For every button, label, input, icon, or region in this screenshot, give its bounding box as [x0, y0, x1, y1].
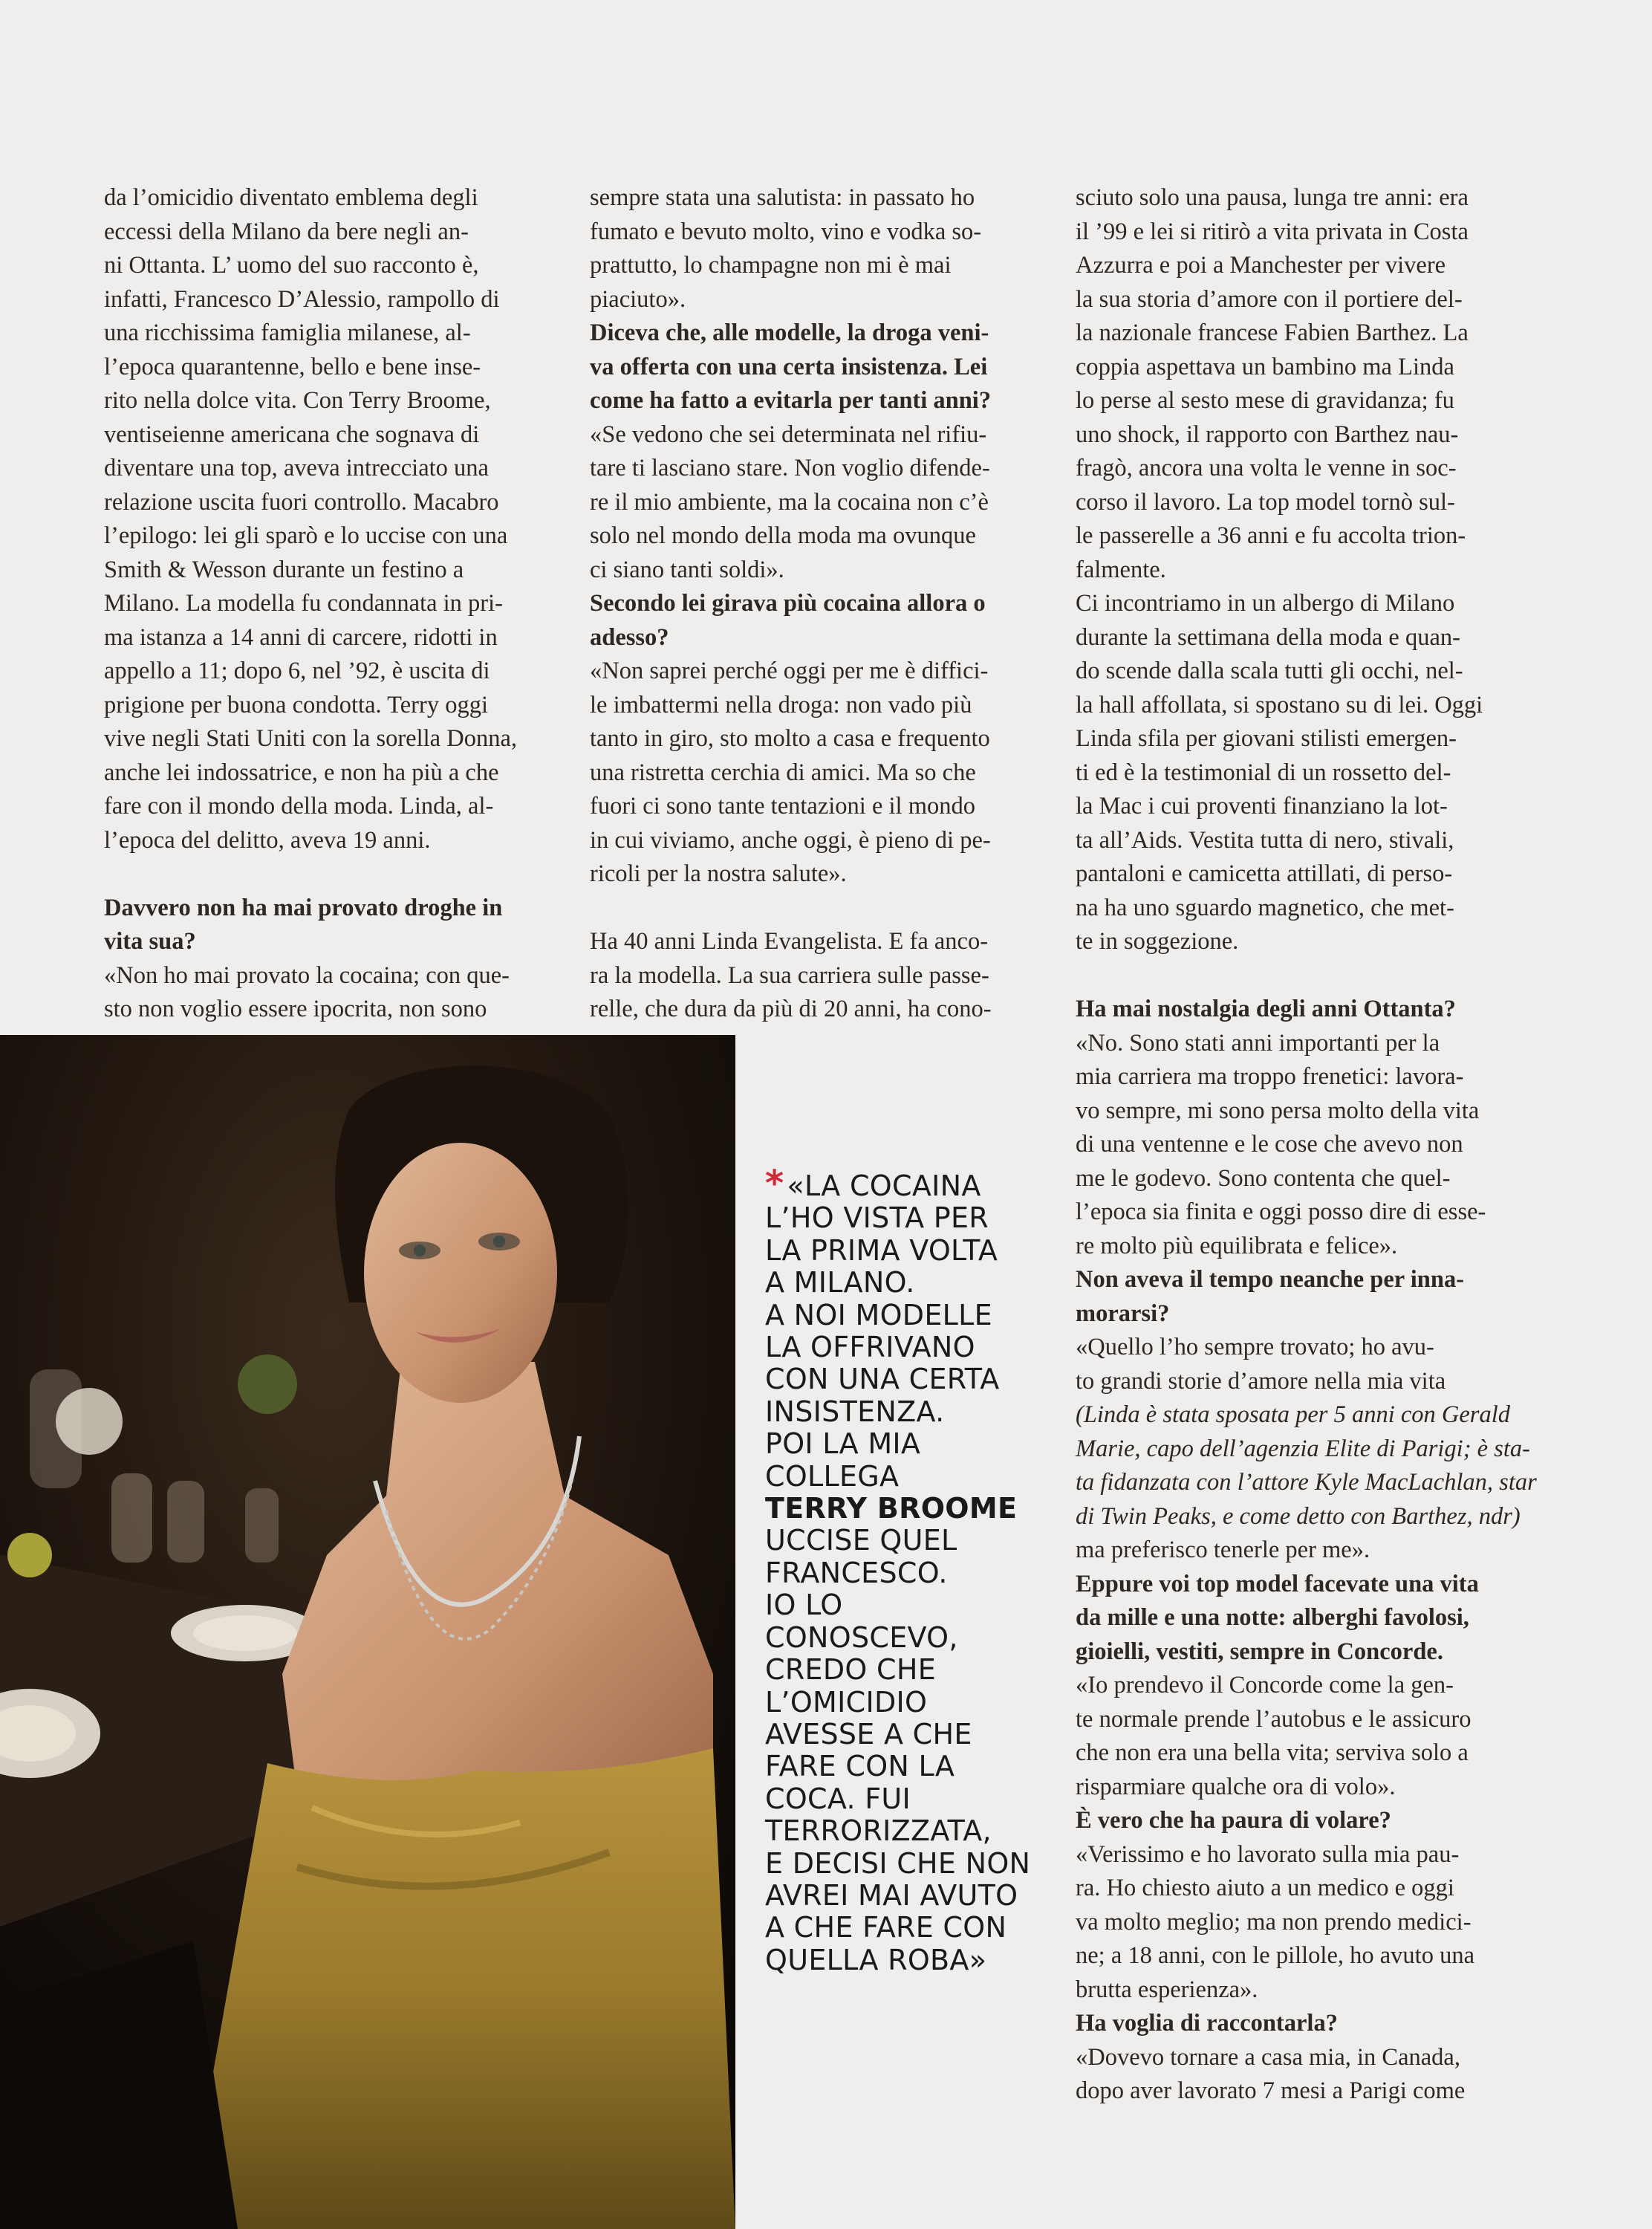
quote-line: E DECISI CHE NON	[765, 1846, 1031, 1880]
text-line: fare con il mondo della moda. Linda, al-	[104, 793, 494, 820]
quote-line: AVREI MAI AVUTO	[765, 1878, 1018, 1912]
text-line: tanto in giro, sto molto a casa e frequento	[590, 725, 990, 752]
text-line: solo nel mondo della moda ma ovunque	[590, 522, 976, 549]
text-line: corso il lavoro. La top model tornò sul-	[1076, 488, 1455, 516]
text-line: infatti, Francesco D’Alessio, rampollo di	[104, 285, 500, 313]
text-line: te in soggezione.	[1076, 928, 1239, 955]
quote-line: CON UNA CERTA	[765, 1363, 1000, 1396]
question-line: come ha fatto a evitarla per tanti anni?	[590, 387, 992, 414]
text-line: prattutto, lo champagne non mi è mai	[590, 252, 952, 279]
article-column-1	[104, 181, 550, 1027]
text-line: ma istanza a 14 anni di carcere, ridotti in	[104, 623, 498, 651]
text-line: l’epilogo: lei gli sparò e lo uccise con una	[104, 522, 508, 549]
text-line: rito nella dolce vita. Con Terry Broome,	[104, 387, 491, 414]
text-line: uno shock, il rapporto con Barthez nau-	[1076, 421, 1459, 448]
text-line: il ’99 e lei si ritirò a vita privata in Costa	[1076, 218, 1469, 245]
text-line: eccessi della Milano da bere negli an-	[104, 218, 469, 245]
text-line: risparmiare qualche ora di volo».	[1076, 1773, 1396, 1800]
quote-line: LA PRIMA VOLTA	[765, 1233, 998, 1267]
question-line: vita sua?	[104, 928, 196, 955]
question-line: adesso?	[590, 623, 669, 651]
text-line: Ha 40 anni Linda Evangelista. E fa anco-	[590, 928, 989, 955]
quote-line: A MILANO.	[765, 1266, 915, 1300]
text-line: re il mio ambiente, ma la cocaina non c’è	[590, 488, 989, 516]
text-line: una ricchissima famiglia milanese, al-	[104, 319, 471, 346]
text-line: «Verissimo e ho lavorato sulla mia pau-	[1076, 1840, 1460, 1868]
quote-line: QUELLA ROBA»	[765, 1943, 987, 1976]
article-column-3	[1076, 181, 1537, 2109]
text-line: l’epoca quarantenne, bello e bene inse-	[104, 353, 481, 380]
text-line: «Dovevo tornare a casa mia, in Canada,	[1076, 2043, 1460, 2071]
question-line: morarsi?	[1076, 1300, 1170, 1327]
text-line: «Se vedono che sei determinata nel rifiu-	[590, 421, 987, 448]
text-line: do scende dalla scala tutti gli occhi, nel-	[1076, 658, 1463, 684]
text-line: va molto meglio; ma non prendo medici-	[1076, 1908, 1471, 1936]
text-line: le passerelle a 36 anni e fu accolta trion-	[1076, 522, 1466, 549]
text-line: tare ti lasciano stare. Non voglio difende-	[590, 455, 990, 481]
quote-line: TERRORIZZATA,	[765, 1814, 992, 1848]
text-line: piaciuto».	[590, 285, 686, 313]
text-line: la sua storia d’amore con il portiere del-	[1076, 285, 1463, 313]
quote-line: POI LA MIA	[765, 1427, 921, 1461]
text-line: «Non saprei perché oggi per me è diffici-	[590, 658, 989, 684]
text-line: lo perse al sesto mese di gravidanza; fu	[1076, 387, 1454, 414]
quote-line: AVESSE A CHE	[765, 1717, 972, 1751]
question-line: Diceva che, alle modelle, la droga veni-	[590, 319, 989, 346]
quote-line: IO LO	[765, 1589, 843, 1622]
italic-line: di Twin Peaks, e come detto con Barthez, ndr)	[1076, 1502, 1521, 1530]
text-line: ti ed è la testimonial di un rossetto del-	[1076, 759, 1451, 786]
text-line: Smith & Wesson durante un festino a	[104, 556, 464, 583]
quote-name-highlight: TERRY BROOME	[765, 1492, 1018, 1525]
text-line: ra. Ho chiesto aiuto a un medico e oggi	[1076, 1875, 1454, 1901]
italic-line: (Linda è stata sposata per 5 anni con Gerald	[1076, 1401, 1510, 1428]
text-line: «No. Sono stati anni importanti per la	[1076, 1029, 1440, 1057]
text-line: appello a 11; dopo 6, nel ’92, è uscita di	[104, 658, 490, 684]
question-line: Ha voglia di raccontarla?	[1076, 2010, 1338, 2037]
text-line: relazione uscita fuori controllo. Macabro	[104, 488, 499, 516]
italic-line: Marie, capo dell’agenzia Elite di Parigi; è sta-	[1076, 1435, 1530, 1462]
question-line: È vero che ha paura di volare?	[1076, 1807, 1391, 1834]
paragraph-gap	[590, 892, 1035, 926]
text-line: ra la modella. La sua carriera sulle passe-	[590, 961, 989, 989]
quote-line: A NOI MODELLE	[765, 1298, 992, 1331]
text-line: ta all’Aids. Vestita tutta di nero, stivali,	[1076, 826, 1454, 854]
question-line: Ha mai nostalgia degli anni Ottanta?	[1076, 996, 1456, 1022]
text-line: durante la settimana della moda e quan-	[1076, 623, 1460, 651]
text-line: prigione per buona condotta. Terry oggi	[104, 691, 488, 718]
text-line: di una ventenne e le cose che avevo non	[1076, 1131, 1463, 1158]
text-line: la nazionale francese Fabien Barthez. La	[1076, 319, 1469, 346]
quote-line: COLLEGA	[765, 1459, 900, 1493]
text-line: in cui viviamo, anche oggi, è pieno di pe-	[590, 826, 991, 854]
text-line: sempre stata una salutista: in passato ho	[590, 184, 975, 211]
text-line: ne; a 18 anni, con le pillole, ho avuto una	[1076, 1942, 1475, 1969]
quote-line: L’HO VISTA PER	[765, 1201, 989, 1235]
quote-line: A CHE FARE CON	[765, 1911, 1007, 1944]
text-line: sciuto solo una pausa, lunga tre anni: era	[1076, 184, 1469, 211]
question-line: Non aveva il tempo neanche per inna-	[1076, 1266, 1465, 1293]
quote-line: FARE CON LA	[765, 1750, 955, 1783]
text-line: diventare una top, aveva intrecciato una	[104, 455, 489, 481]
text-line: «Quello l’ho sempre trovato; ho avu-	[1076, 1334, 1434, 1360]
text-line: «Non ho mai provato la cocaina; con que-	[104, 961, 510, 989]
text-line: ni Ottanta. L’ uomo del suo racconto è,	[104, 252, 479, 279]
text-line: ricoli per la nostra salute».	[590, 860, 847, 887]
pull-quote	[765, 1163, 1062, 1976]
quote-line: COCA. FUI	[765, 1782, 911, 1815]
article-column-2	[590, 181, 1035, 1027]
question-line: Davvero non ha mai provato droghe in	[104, 894, 503, 921]
text-line: ci siano tanti soldi».	[590, 556, 784, 583]
text-line: la hall affollata, si spostano su di lei. Oggi	[1076, 691, 1483, 718]
quote-line: CONOSCEVO,	[765, 1620, 958, 1654]
text-line: Milano. La modella fu condannata in pri-	[104, 590, 503, 617]
question-line: gioielli, vestiti, sempre in Concorde.	[1076, 1638, 1443, 1665]
text-line: fumato e bevuto molto, vino e vodka so-	[590, 218, 982, 245]
text-line: to grandi storie d’amore nella mia vita	[1076, 1367, 1446, 1395]
asterisk-icon: *	[765, 1163, 784, 1204]
text-line: ma preferisco tenerle per me».	[1076, 1537, 1370, 1563]
quote-line: FRANCESCO.	[765, 1556, 948, 1589]
question-line: va offerta con una certa insistenza. Lei	[590, 353, 988, 380]
text-line: Ci incontriamo in un albergo di Milano	[1076, 590, 1455, 617]
quote-line: LA OFFRIVANO	[765, 1331, 975, 1364]
portrait-photo	[0, 1035, 735, 2229]
quote-line: * «LA COCAINA	[765, 1163, 981, 1204]
text-line: me le godevo. Sono contenta che quel-	[1076, 1164, 1451, 1192]
text-line: «Io prendevo il Concorde come la gen-	[1076, 1672, 1454, 1698]
text-line: pantaloni e camicetta attillati, di perso-	[1076, 860, 1453, 887]
text-line: Azzurra e poi a Manchester per vivere	[1076, 252, 1446, 279]
paragraph-gap	[1076, 959, 1529, 993]
text-line: una ristretta cerchia di amici. Ma so che	[590, 759, 976, 786]
text-line: brutta esperienza».	[1076, 1976, 1258, 2003]
quote-line: L’OMICIDIO	[765, 1685, 928, 1719]
text-line: mia carriera ma troppo frenetici: lavora-	[1076, 1063, 1464, 1090]
text-line: ventiseienne americana che sognava di	[104, 421, 480, 448]
question-line: Secondo lei girava più cocaina allora o	[590, 590, 986, 617]
paragraph-gap	[104, 857, 550, 892]
text-line: relle, che dura da più di 20 anni, ha cono-	[590, 996, 992, 1022]
text-line: vive negli Stati Uniti con la sorella Donna,	[104, 725, 517, 752]
text-line: falmente.	[1076, 556, 1166, 583]
text-line: dopo aver lavorato 7 mesi a Parigi come	[1076, 2077, 1466, 2104]
text-line: fuori ci sono tante tentazioni e il mondo	[590, 793, 975, 820]
question-line: Eppure voi top model facevate una vita	[1076, 1570, 1479, 1597]
text-line: na ha uno sguardo magnetico, che met-	[1076, 894, 1454, 921]
italic-line: ta fidanzata con l’attore Kyle MacLachlan, star	[1076, 1469, 1537, 1496]
quote-line: INSISTENZA.	[765, 1395, 945, 1428]
text-line: sto non voglio essere ipocrita, non sono	[104, 996, 487, 1022]
text-line: te normale prende l’autobus e le assicuro	[1076, 1705, 1471, 1733]
text-line: anche lei indossatrice, e non ha più a che	[104, 759, 499, 786]
text-line: fragò, ancora una volta le venne in soc-	[1076, 455, 1457, 481]
quote-line: UCCISE QUEL	[765, 1524, 957, 1557]
text-line: la Mac i cui proventi finanziano la lot-	[1076, 793, 1448, 820]
question-line: da mille e una notte: alberghi favolosi,	[1076, 1604, 1469, 1631]
text-line: Linda sfila per giovani stilisti emergen-	[1076, 725, 1457, 752]
text-line: le imbattermi nella droga: non vado più	[590, 691, 972, 718]
text-line: l’epoca sia finita e oggi posso dire di esse-	[1076, 1198, 1486, 1225]
text-line: re molto più equilibrata e felice».	[1076, 1232, 1398, 1259]
text-line: da l’omicidio diventato emblema degli	[104, 184, 478, 211]
quote-line: CREDO CHE	[765, 1653, 937, 1687]
text-line: l’epoca del delitto, aveva 19 anni.	[104, 826, 431, 854]
text-line: coppia aspettava un bambino ma Linda	[1076, 353, 1454, 380]
text-line: che non era una bella vita; serviva solo a	[1076, 1739, 1469, 1766]
text-line: vo sempre, mi sono persa molto della vita	[1076, 1097, 1480, 1124]
